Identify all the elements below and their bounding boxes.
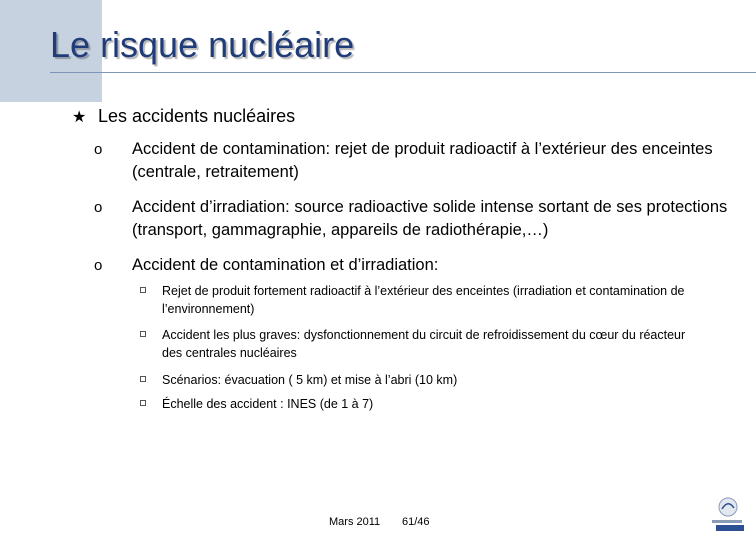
bullet-level3-text: Scénarios: évacuation ( 5 km) et mise à l’abri (10 km) xyxy=(162,373,458,387)
footer-page-number: 61/46 xyxy=(402,516,430,528)
square-bullet-icon xyxy=(140,331,146,337)
title-underline xyxy=(50,72,756,73)
square-bullet-icon xyxy=(140,400,146,406)
star-bullet-icon: ★ xyxy=(72,109,87,126)
square-bullet-icon xyxy=(140,287,146,293)
bullet-level3-item xyxy=(140,371,700,389)
bullet-level2-text: Accident d’irradiation: source radioactive solide intense sortant de ses protections (transport, gammagraphie, appareils de radiothérapie,…) xyxy=(132,198,728,239)
bullet-level3-text: Rejet de produit fortement radioactif à l’extérieur des enceintes (irradiation et contamination de l’environnement) xyxy=(162,284,685,316)
slide-title: Le risque nucléaire xyxy=(50,24,355,65)
bullet-level1-text: Les accidents nucléaires xyxy=(98,106,296,126)
bullet-level2-item xyxy=(94,254,734,277)
bullet-level2-item xyxy=(94,138,734,184)
bullet-level3-text: Échelle des accident : INES (de 1 à 7) xyxy=(162,397,374,411)
circle-bullet-icon: o xyxy=(94,141,103,158)
bullet-level2-text: Accident de contamination: rejet de produit radioactif à l’extérieur des enceintes (centrale, retraitement) xyxy=(132,140,713,181)
bullet-level3-item xyxy=(140,326,700,362)
university-logo-icon xyxy=(706,494,746,534)
circle-bullet-icon: o xyxy=(94,199,103,216)
bullet-level3-text: Accident les plus graves: dysfonctionnement du circuit de refroidissement du cœur du réacteur des centrales nucléaires xyxy=(162,328,686,360)
bullet-level1 xyxy=(72,104,295,130)
square-bullet-icon xyxy=(140,376,146,382)
bullet-level3-item xyxy=(140,395,700,413)
bullet-level2-item xyxy=(94,196,734,242)
bullet-level2-text: Accident de contamination et d’irradiation: xyxy=(132,256,439,274)
bullet-level3-item xyxy=(140,282,700,318)
footer-date: Mars 2011 xyxy=(329,516,381,528)
circle-bullet-icon: o xyxy=(94,257,103,274)
